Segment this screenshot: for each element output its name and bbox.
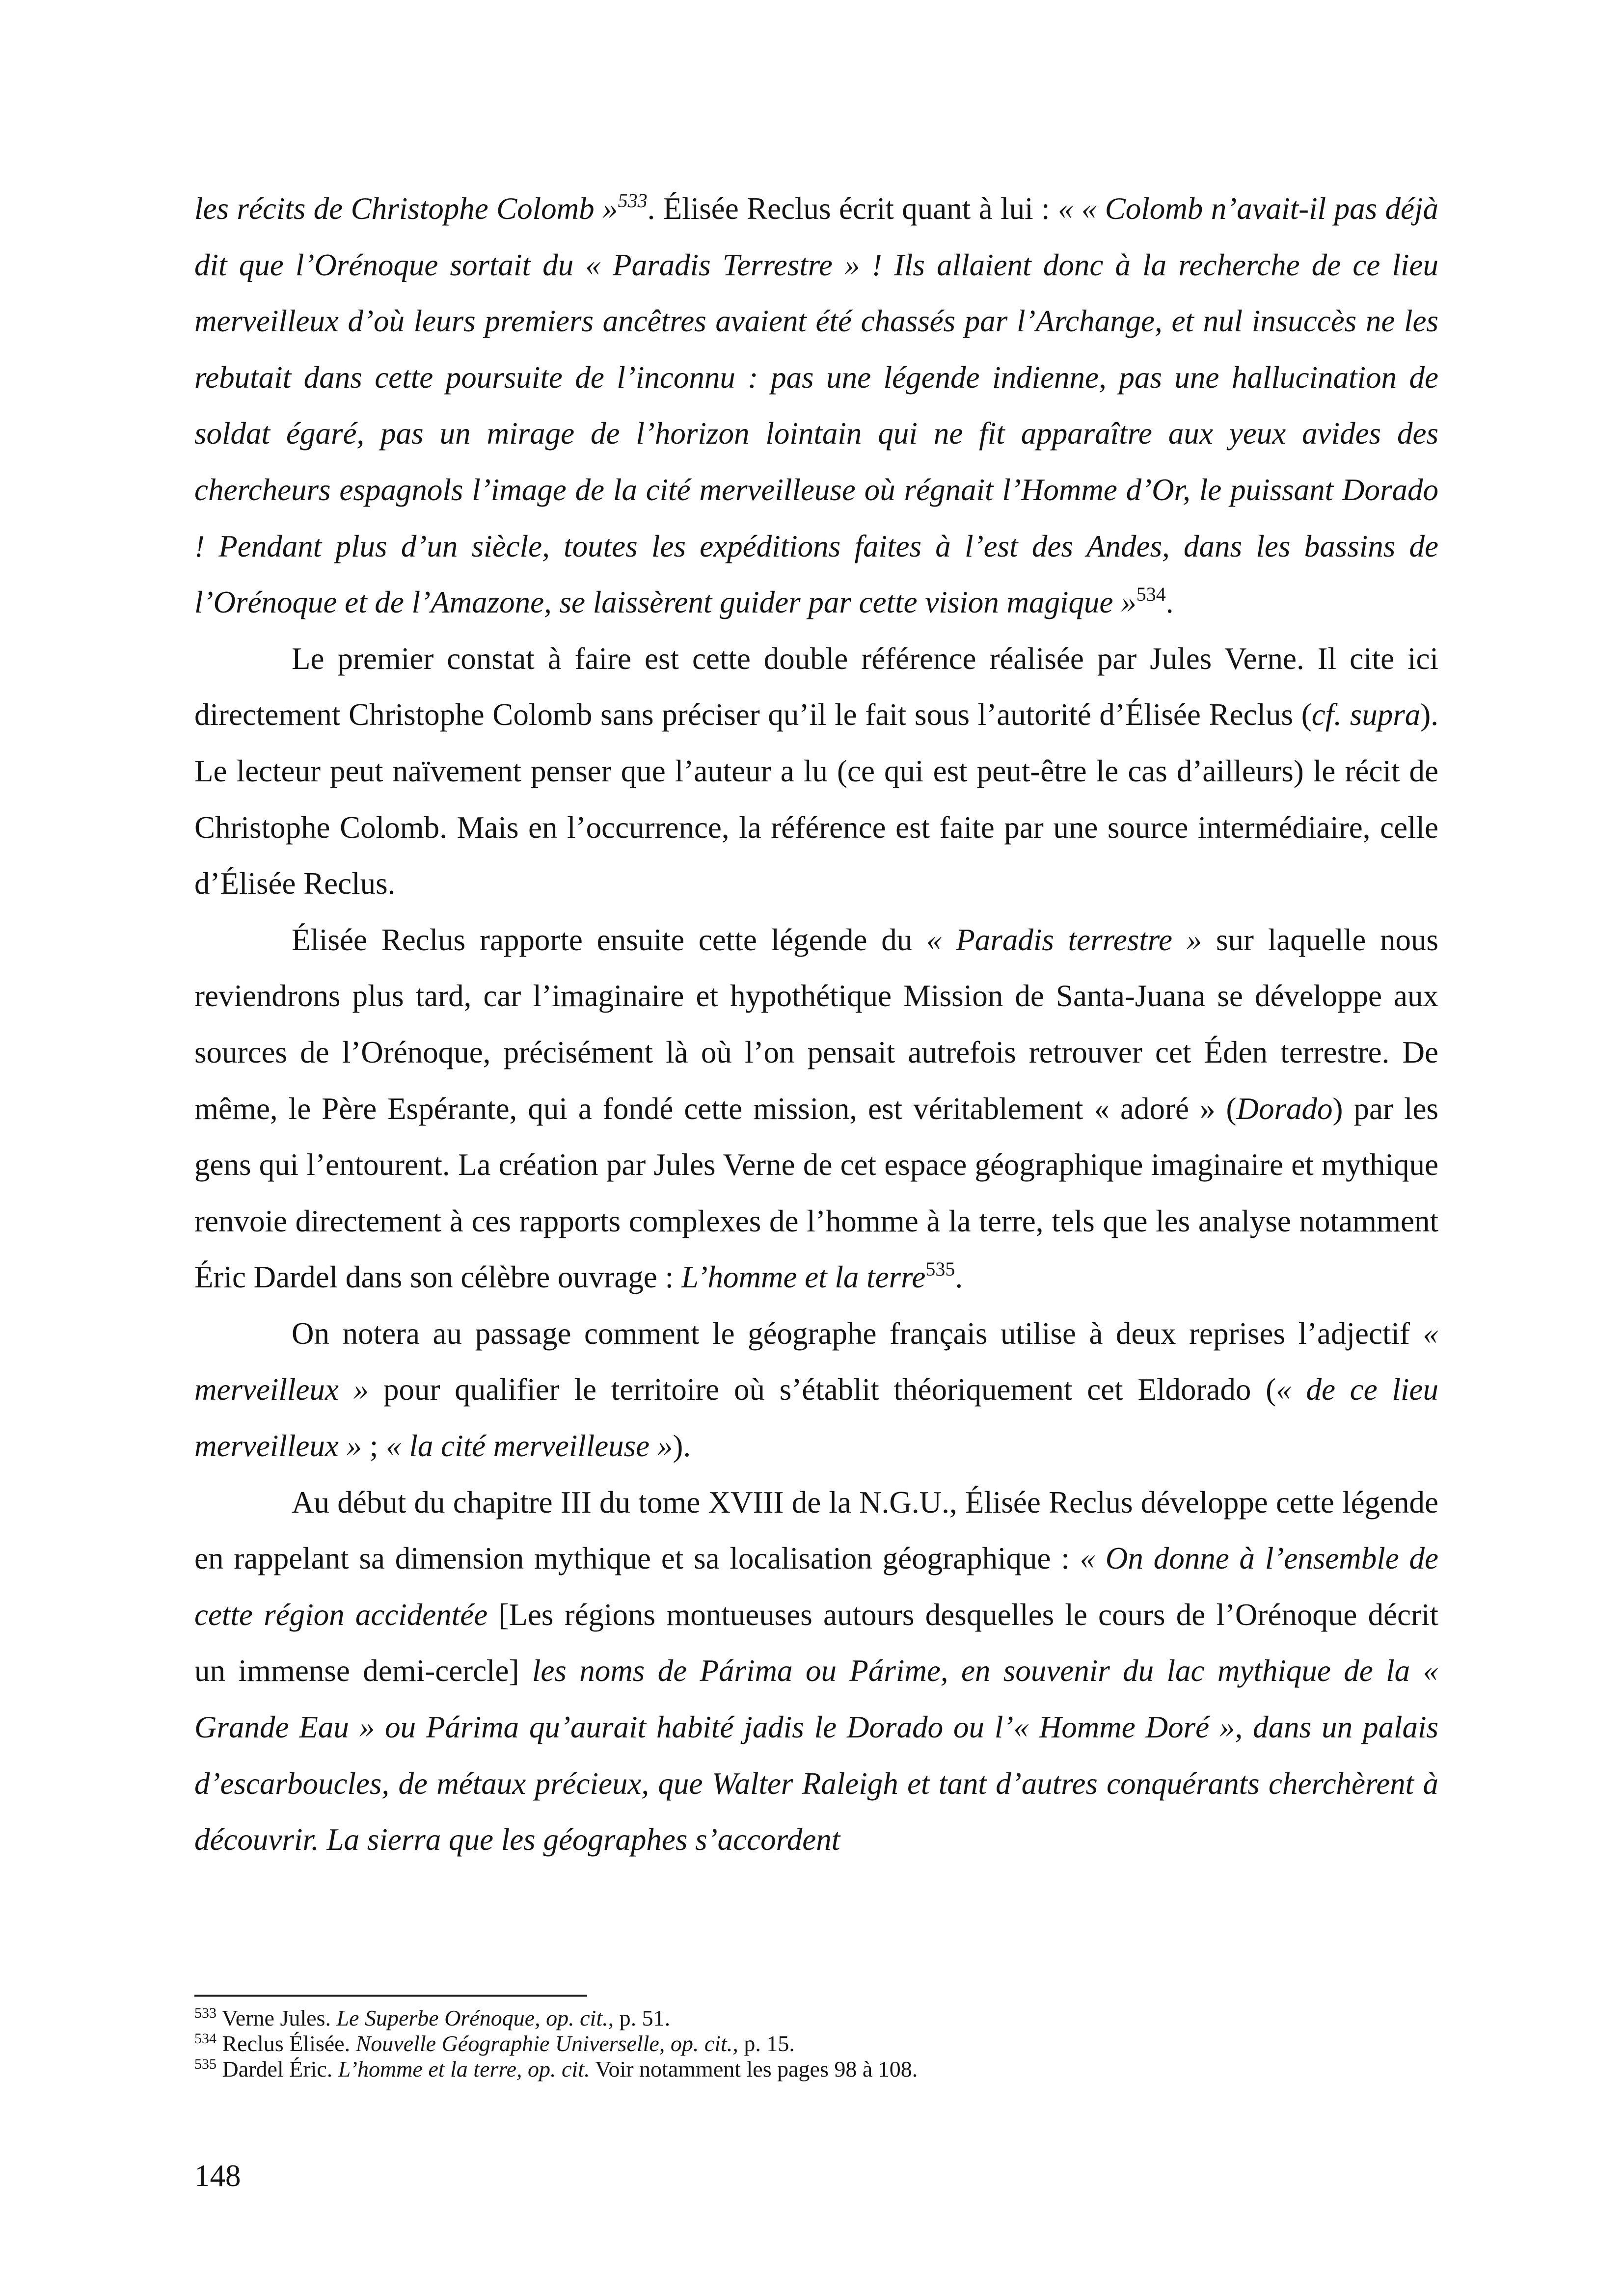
footnote-number: 535: [194, 2056, 216, 2072]
italic-text: cf. supra: [1311, 697, 1421, 732]
footnote-ref-534: 534: [1136, 583, 1166, 606]
footnote-534: [194, 2031, 1438, 2056]
text: .: [1165, 585, 1174, 620]
italic-text: « Paradis terrestre »: [926, 922, 1202, 957]
text: Dardel Éric.: [222, 2056, 338, 2082]
page-number: 148: [194, 2159, 241, 2193]
text: Verne Jules.: [221, 2005, 337, 2030]
text: Voir notamment les pages 98 à 108.: [590, 2056, 918, 2082]
text: Élisée Reclus rapporte ensuite cette légende du: [292, 922, 927, 957]
paragraph: [194, 181, 1438, 631]
quotation: « On donne à l’ensemble de cette région accidentée: [194, 1541, 1438, 1632]
paragraph: [194, 912, 1438, 1306]
footnotes: [194, 2005, 1438, 2082]
quotation: les noms de Párima ou Párime, en souvenir du lac mythique de la « Grande Eau » ou Párima qu’aurait habité jadis le Dorado ou l’« Homme Doré », dans un palais d’escarboucles, de métaux précieux, que Walter Raleigh et tant d’autres conquérants cherchèrent à découvrir. La sierra que les géographes s’accordent: [194, 1654, 1438, 1857]
text: On notera au passage comment le géographe français utilise à deux reprises l’adjectif: [292, 1316, 1423, 1351]
footnote-number: 533: [194, 2005, 216, 2021]
paragraph: [194, 1306, 1438, 1474]
italic-text: Le Superbe Orénoque, op. cit.,: [336, 2005, 614, 2030]
text: pour qualifier le territoire où s’établit théoriquement cet Eldorado (: [369, 1372, 1276, 1407]
text: Reclus Élisée.: [222, 2031, 356, 2056]
italic-text: Dorado: [1236, 1091, 1333, 1126]
text: ).: [673, 1429, 691, 1464]
text: [Les régions montueuses autours desquelles le cours de l’Orénoque décrit un immense demi-cercle]: [194, 1597, 1438, 1688]
text: Au début du chapitre III du tome XVIII de la N.G.U., Élisée Reclus développe cette légende en rappelant sa dimension mythique et sa localisation géographique :: [194, 1485, 1438, 1576]
italic-text: « la cité merveilleuse »: [386, 1429, 673, 1464]
text: ). Le lecteur peut naïvement penser que l’auteur a lu (ce qui est peut-être le cas d’ailleurs) le récit de Christophe Colomb. Mais en l’occurrence, la référence est faite par une source intermédiaire, celle d’Élisée Reclus.: [194, 697, 1438, 901]
italic-text: L’homme et la terre, op. cit.: [338, 2056, 590, 2082]
footnote-535: [194, 2056, 1438, 2082]
footnote-ref-533: 533: [618, 189, 648, 212]
text: p. 51.: [614, 2005, 671, 2030]
book-title: L’homme et la terre: [681, 1260, 926, 1295]
quotation: « « Colomb n’avait-il pas déjà dit que l’Orénoque sortait du « Paradis Terrestre » ! Ils allaient donc à la recherche de ce lieu merveilleux d’où leurs premiers ancêtres avaient été chassés par l’Archange, et nul insuccès ne les rebutait dans cette poursuite de l’inconnu : pas une légende indienne, pas une hallucination de soldat égaré, pas un mirage de l’horizon lointain qui ne fit apparaître aux yeux avides des chercheurs espagnols l’image de la cité merveilleuse où régnait l’Homme d’Or, le puissant Dorado ! Pendant plus d’un siècle, toutes les expéditions faites à l’est des Andes, dans les bassins de l’Orénoque et de l’Amazone, se laissèrent guider par cette vision magique »: [194, 191, 1438, 620]
footnote-533: [194, 2005, 1438, 2031]
text: ) par les gens qui l’entourent. La création par Jules Verne de cet espace géographique imaginaire et mythique renvoie directement à ces rapports complexes de l’homme à la terre, tels que les analyse notamment Éric Dardel dans son célèbre ouvrage :: [194, 1091, 1438, 1295]
text: .: [955, 1260, 963, 1295]
footnote-number: 534: [194, 2030, 216, 2047]
italic-text: « merveilleux »: [194, 1316, 1438, 1407]
text: p. 15.: [738, 2031, 795, 2056]
italic-text: « de ce lieu merveilleux »: [194, 1372, 1438, 1464]
italic-text: les récits de Christophe Colomb »: [194, 191, 618, 226]
paragraph: [194, 1474, 1438, 1868]
text: Le premier constat à faire est cette double référence réalisée par Jules Verne. Il cite ici directement Christophe Colomb sans préciser qu’il le fait sous l’autorité d’Élisée Reclus (: [194, 641, 1438, 732]
footnote-ref-535: 535: [925, 1258, 955, 1281]
body-text: [194, 181, 1438, 1868]
text: sur laquelle nous reviendrons plus tard, car l’imaginaire et hypothétique Mission de Santa-Juana se développe aux sources de l’Orénoque, précisément là où l’on pensait autrefois retrouver cet Éden terrestre. De même, le Père Espérante, qui a fondé cette mission, est véritablement « adoré » (: [194, 922, 1438, 1126]
text: ;: [362, 1429, 386, 1464]
paragraph: [194, 631, 1438, 912]
text: . Élisée Reclus écrit quant à lui :: [647, 191, 1058, 226]
footnote-separator: [194, 1995, 587, 1997]
italic-text: Nouvelle Géographie Universelle, op. cit.,: [355, 2031, 738, 2056]
